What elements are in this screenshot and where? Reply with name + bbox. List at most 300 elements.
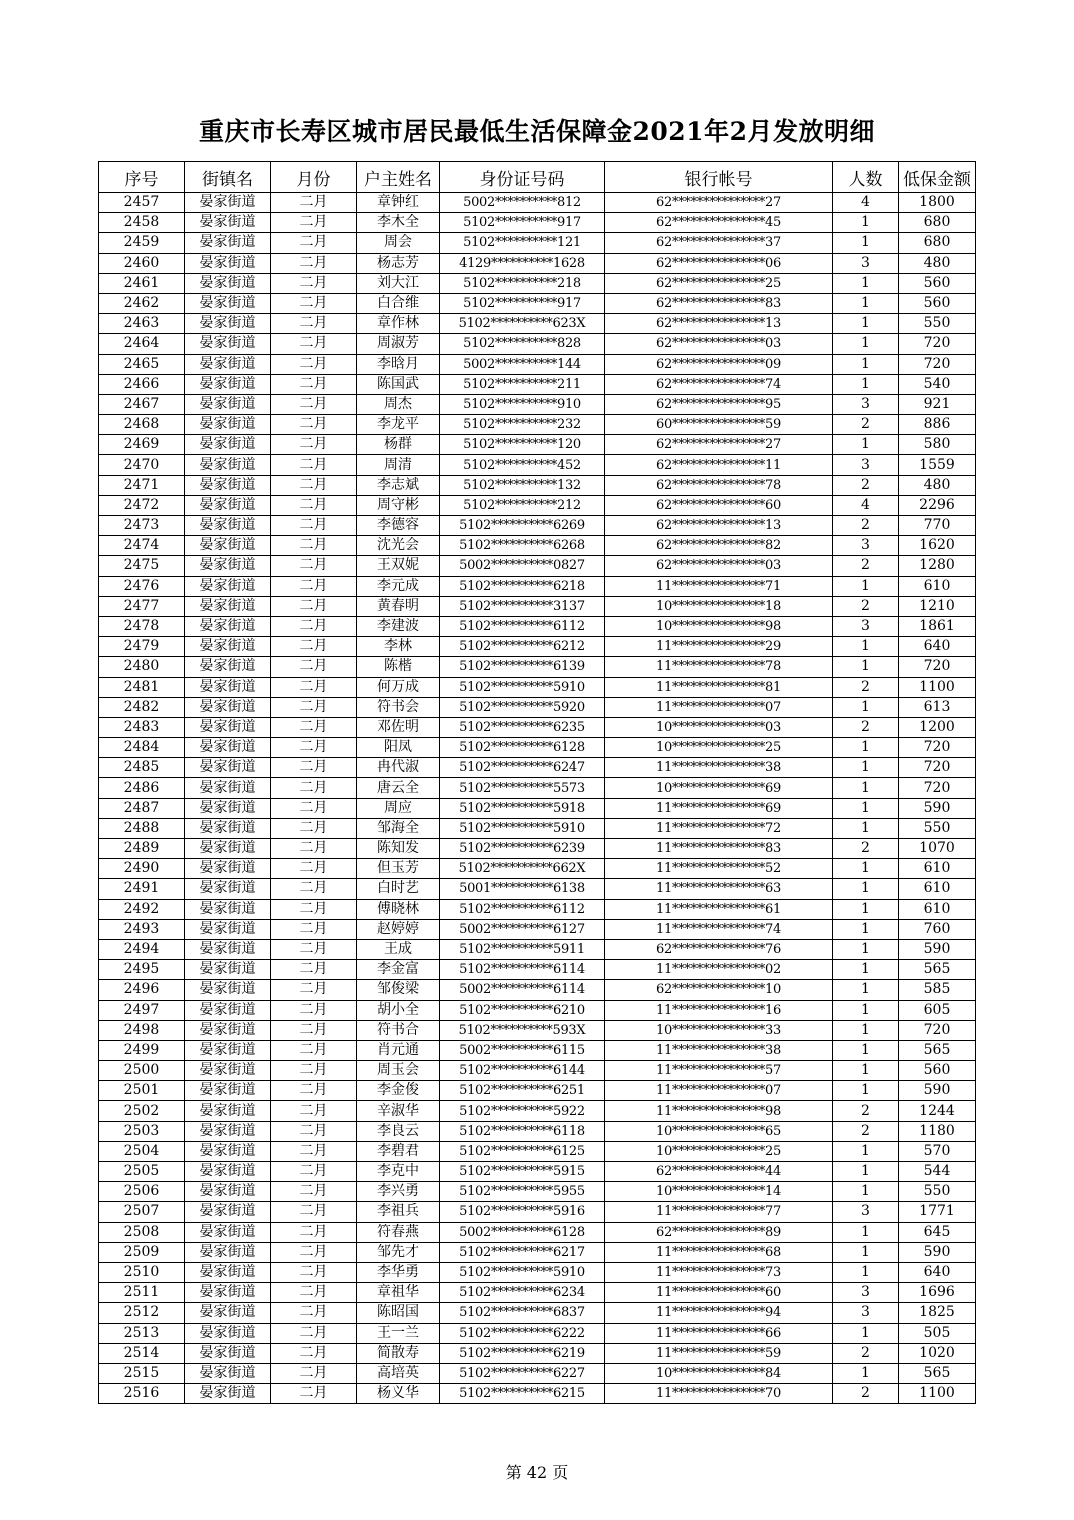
table-row [99,637,976,657]
street-cell: 晏家街道 [185,233,271,253]
table-row [99,1343,976,1363]
seq-cell: 2497 [99,1000,185,1020]
amount-cell: 550 [899,818,976,838]
street-cell: 晏家街道 [185,1162,271,1182]
seq-cell: 2509 [99,1242,185,1262]
seq-cell: 2482 [99,697,185,717]
seq-cell: 2479 [99,637,185,657]
month-cell: 二月 [271,536,357,556]
table-row [99,293,976,313]
month-cell: 二月 [271,394,357,414]
name-cell: 唐云全 [357,778,440,798]
account-cell: 11***************72 [605,818,833,838]
month-cell: 二月 [271,939,357,959]
amount-cell: 1825 [899,1303,976,1323]
id-cell: 5001**********6138 [440,879,605,899]
name-cell: 冉代淑 [357,758,440,778]
seq-cell: 2496 [99,980,185,1000]
account-cell: 11***************77 [605,1202,833,1222]
month-cell: 二月 [271,495,357,515]
people-cell: 1 [833,273,899,293]
people-cell: 1 [833,778,899,798]
id-cell: 5002**********6127 [440,919,605,939]
month-cell: 二月 [271,657,357,677]
table-row [99,818,976,838]
seq-cell: 2459 [99,233,185,253]
account-cell: 11***************83 [605,839,833,859]
account-cell: 62***************13 [605,516,833,536]
amount-cell: 1244 [899,1101,976,1121]
people-cell: 1 [833,293,899,313]
people-cell: 1 [833,980,899,1000]
month-cell: 二月 [271,435,357,455]
people-cell: 1 [833,1363,899,1383]
seq-cell: 2502 [99,1101,185,1121]
amount-cell: 640 [899,637,976,657]
account-cell: 10***************25 [605,1141,833,1161]
people-cell: 1 [833,354,899,374]
month-cell: 二月 [271,1020,357,1040]
account-cell: 11***************66 [605,1323,833,1343]
table-row [99,193,976,213]
people-cell: 2 [833,415,899,435]
header-bank-account: 银行帐号 [605,162,833,193]
street-cell: 晏家街道 [185,1343,271,1363]
people-cell: 3 [833,253,899,273]
name-cell: 李龙平 [357,415,440,435]
account-cell: 10***************03 [605,717,833,737]
seq-cell: 2462 [99,293,185,313]
account-cell: 62***************11 [605,455,833,475]
people-cell: 3 [833,536,899,556]
people-cell: 1 [833,576,899,596]
table-row [99,576,976,596]
name-cell: 邹先才 [357,1242,440,1262]
seq-cell: 2498 [99,1020,185,1040]
month-cell: 二月 [271,475,357,495]
street-cell: 晏家街道 [185,1384,271,1404]
name-cell: 周应 [357,798,440,818]
street-cell: 晏家街道 [185,1303,271,1323]
seq-cell: 2486 [99,778,185,798]
month-cell: 二月 [271,980,357,1000]
seq-cell: 2505 [99,1162,185,1182]
street-cell: 晏家街道 [185,596,271,616]
street-cell: 晏家街道 [185,778,271,798]
seq-cell: 2506 [99,1182,185,1202]
people-cell: 1 [833,697,899,717]
table-row [99,253,976,273]
seq-cell: 2495 [99,960,185,980]
street-cell: 晏家街道 [185,374,271,394]
id-cell: 5102**********6217 [440,1242,605,1262]
account-cell: 62***************83 [605,293,833,313]
street-cell: 晏家街道 [185,1363,271,1383]
people-cell: 2 [833,1384,899,1404]
table-row [99,1182,976,1202]
account-cell: 11***************38 [605,758,833,778]
seq-cell: 2494 [99,939,185,959]
people-cell: 1 [833,1081,899,1101]
street-cell: 晏家街道 [185,556,271,576]
street-cell: 晏家街道 [185,516,271,536]
table-row [99,1081,976,1101]
amount-cell: 590 [899,939,976,959]
id-cell: 5102**********6118 [440,1121,605,1141]
seq-cell: 2466 [99,374,185,394]
id-cell: 5102**********5920 [440,697,605,717]
people-cell: 2 [833,717,899,737]
table-row [99,415,976,435]
amount-cell: 610 [899,879,976,899]
month-cell: 二月 [271,1262,357,1282]
month-cell: 二月 [271,1081,357,1101]
name-cell: 周杰 [357,394,440,414]
name-cell: 李志斌 [357,475,440,495]
table-row [99,879,976,899]
name-cell: 周会 [357,233,440,253]
name-cell: 李祖兵 [357,1202,440,1222]
name-cell: 高培英 [357,1363,440,1383]
people-cell: 3 [833,1283,899,1303]
table-row [99,778,976,798]
table-row [99,657,976,677]
account-cell: 11***************60 [605,1283,833,1303]
amount-cell: 550 [899,314,976,334]
table-row [99,1101,976,1121]
people-cell: 1 [833,738,899,758]
id-cell: 5102**********3137 [440,596,605,616]
street-cell: 晏家街道 [185,960,271,980]
people-cell: 1 [833,939,899,959]
account-cell: 11***************81 [605,677,833,697]
name-cell: 李碧君 [357,1141,440,1161]
header-street: 街镇名 [185,162,271,193]
account-cell: 10***************33 [605,1020,833,1040]
amount-cell: 640 [899,1262,976,1282]
people-cell: 3 [833,455,899,475]
street-cell: 晏家街道 [185,919,271,939]
account-cell: 11***************98 [605,1101,833,1121]
id-cell: 5002**********812 [440,193,605,213]
people-cell: 2 [833,475,899,495]
id-cell: 5102**********5916 [440,1202,605,1222]
account-cell: 62***************03 [605,556,833,576]
amount-cell: 760 [899,919,976,939]
name-cell: 李林 [357,637,440,657]
id-cell: 5102**********218 [440,273,605,293]
table-row [99,1000,976,1020]
table-row [99,677,976,697]
street-cell: 晏家街道 [185,798,271,818]
street-cell: 晏家街道 [185,1000,271,1020]
account-cell: 62***************74 [605,374,833,394]
street-cell: 晏家街道 [185,1040,271,1060]
table-row [99,899,976,919]
id-cell: 5102**********5918 [440,798,605,818]
month-cell: 二月 [271,233,357,253]
seq-cell: 2493 [99,919,185,939]
amount-cell: 560 [899,1061,976,1081]
table-row [99,556,976,576]
seq-cell: 2489 [99,839,185,859]
people-cell: 1 [833,1323,899,1343]
name-cell: 符书合 [357,1020,440,1040]
seq-cell: 2468 [99,415,185,435]
street-cell: 晏家街道 [185,697,271,717]
header-id-number: 身份证号码 [440,162,605,193]
account-cell: 62***************76 [605,939,833,959]
header-householder: 户主姓名 [357,162,440,193]
id-cell: 5102**********6210 [440,1000,605,1020]
month-cell: 二月 [271,1182,357,1202]
month-cell: 二月 [271,193,357,213]
month-cell: 二月 [271,253,357,273]
id-cell: 5102**********6239 [440,839,605,859]
name-cell: 杨志芳 [357,253,440,273]
seq-cell: 2484 [99,738,185,758]
month-cell: 二月 [271,859,357,879]
id-cell: 5102**********6218 [440,576,605,596]
name-cell: 沈光会 [357,536,440,556]
name-cell: 李建波 [357,616,440,636]
amount-cell: 1620 [899,536,976,556]
seq-cell: 2508 [99,1222,185,1242]
street-cell: 晏家街道 [185,717,271,737]
table-row [99,758,976,778]
table-row [99,919,976,939]
name-cell: 邹海全 [357,818,440,838]
seq-cell: 2475 [99,556,185,576]
street-cell: 晏家街道 [185,394,271,414]
name-cell: 李元成 [357,576,440,596]
amount-cell: 565 [899,1363,976,1383]
month-cell: 二月 [271,1101,357,1121]
amount-cell: 1800 [899,193,976,213]
seq-cell: 2461 [99,273,185,293]
id-cell: 5102**********593X [440,1020,605,1040]
month-cell: 二月 [271,616,357,636]
table-row [99,839,976,859]
month-cell: 二月 [271,1141,357,1161]
table-row [99,475,976,495]
name-cell: 李晗月 [357,354,440,374]
amount-cell: 565 [899,1040,976,1060]
amount-cell: 2296 [899,495,976,515]
people-cell: 1 [833,1061,899,1081]
seq-cell: 2492 [99,899,185,919]
id-cell: 5102**********5573 [440,778,605,798]
header-amount: 低保金额 [899,162,976,193]
amount-cell: 886 [899,415,976,435]
amount-cell: 590 [899,1242,976,1262]
seq-cell: 2499 [99,1040,185,1060]
name-cell: 李木全 [357,213,440,233]
table-row [99,1303,976,1323]
account-cell: 11***************02 [605,960,833,980]
seq-cell: 2488 [99,818,185,838]
month-cell: 二月 [271,415,357,435]
id-cell: 5102**********6125 [440,1141,605,1161]
name-cell: 李金俊 [357,1081,440,1101]
seq-cell: 2458 [99,213,185,233]
account-cell: 11***************07 [605,697,833,717]
street-cell: 晏家街道 [185,879,271,899]
account-cell: 11***************63 [605,879,833,899]
seq-cell: 2472 [99,495,185,515]
table-row [99,1262,976,1282]
name-cell: 王双妮 [357,556,440,576]
id-cell: 5102**********6227 [440,1363,605,1383]
id-cell: 5102**********6251 [440,1081,605,1101]
name-cell: 王成 [357,939,440,959]
month-cell: 二月 [271,213,357,233]
table-row [99,1283,976,1303]
month-cell: 二月 [271,1000,357,1020]
street-cell: 晏家街道 [185,1202,271,1222]
street-cell: 晏家街道 [185,899,271,919]
month-cell: 二月 [271,556,357,576]
id-cell: 5102**********211 [440,374,605,394]
seq-cell: 2504 [99,1141,185,1161]
amount-cell: 480 [899,475,976,495]
seq-cell: 2511 [99,1283,185,1303]
month-cell: 二月 [271,879,357,899]
month-cell: 二月 [271,1222,357,1242]
amount-cell: 1100 [899,1384,976,1404]
month-cell: 二月 [271,314,357,334]
name-cell: 李兴勇 [357,1182,440,1202]
name-cell: 刘大江 [357,273,440,293]
account-cell: 11***************16 [605,1000,833,1020]
id-cell: 5102**********120 [440,435,605,455]
amount-cell: 480 [899,253,976,273]
month-cell: 二月 [271,1343,357,1363]
street-cell: 晏家街道 [185,334,271,354]
seq-cell: 2500 [99,1061,185,1081]
people-cell: 1 [833,637,899,657]
people-cell: 1 [833,818,899,838]
name-cell: 周守彬 [357,495,440,515]
account-cell: 10***************65 [605,1121,833,1141]
street-cell: 晏家街道 [185,1222,271,1242]
name-cell: 简散寿 [357,1343,440,1363]
name-cell: 符春燕 [357,1222,440,1242]
name-cell: 杨义华 [357,1384,440,1404]
month-cell: 二月 [271,1061,357,1081]
account-cell: 11***************68 [605,1242,833,1262]
month-cell: 二月 [271,334,357,354]
amount-cell: 580 [899,435,976,455]
street-cell: 晏家街道 [185,314,271,334]
month-cell: 二月 [271,738,357,758]
table-row [99,1162,976,1182]
id-cell: 5102**********910 [440,394,605,414]
id-cell: 5002**********6128 [440,1222,605,1242]
amount-cell: 590 [899,798,976,818]
seq-cell: 2473 [99,516,185,536]
table-row [99,798,976,818]
amount-cell: 585 [899,980,976,1000]
table-row [99,1121,976,1141]
account-cell: 11***************69 [605,798,833,818]
id-cell: 4129**********1628 [440,253,605,273]
account-cell: 62***************27 [605,193,833,213]
amount-cell: 1020 [899,1343,976,1363]
header-month: 月份 [271,162,357,193]
account-cell: 62***************37 [605,233,833,253]
month-cell: 二月 [271,354,357,374]
amount-cell: 720 [899,1020,976,1040]
name-cell: 陈楷 [357,657,440,677]
month-cell: 二月 [271,637,357,657]
seq-cell: 2507 [99,1202,185,1222]
account-cell: 62***************06 [605,253,833,273]
seq-cell: 2478 [99,616,185,636]
amount-cell: 1070 [899,839,976,859]
street-cell: 晏家街道 [185,980,271,1000]
table-row [99,455,976,475]
people-cell: 1 [833,919,899,939]
header-people: 人数 [833,162,899,193]
amount-cell: 560 [899,273,976,293]
people-cell: 3 [833,1202,899,1222]
month-cell: 二月 [271,374,357,394]
table-row [99,717,976,737]
people-cell: 1 [833,798,899,818]
street-cell: 晏家街道 [185,818,271,838]
street-cell: 晏家街道 [185,1020,271,1040]
month-cell: 二月 [271,677,357,697]
people-cell: 1 [833,859,899,879]
table-row [99,980,976,1000]
table-row [99,1202,976,1222]
street-cell: 晏家街道 [185,1182,271,1202]
account-cell: 62***************25 [605,273,833,293]
name-cell: 周清 [357,455,440,475]
amount-cell: 1100 [899,677,976,697]
street-cell: 晏家街道 [185,495,271,515]
amount-cell: 720 [899,354,976,374]
street-cell: 晏家街道 [185,1141,271,1161]
account-cell: 11***************71 [605,576,833,596]
name-cell: 黄春明 [357,596,440,616]
table-row [99,697,976,717]
amount-cell: 720 [899,334,976,354]
month-cell: 二月 [271,717,357,737]
table-row [99,354,976,374]
street-cell: 晏家街道 [185,1283,271,1303]
id-cell: 5102**********828 [440,334,605,354]
account-cell: 10***************69 [605,778,833,798]
account-cell: 11***************74 [605,919,833,939]
people-cell: 1 [833,657,899,677]
name-cell: 陈昭国 [357,1303,440,1323]
name-cell: 李良云 [357,1121,440,1141]
name-cell: 符书会 [357,697,440,717]
account-cell: 11***************29 [605,637,833,657]
amount-cell: 610 [899,859,976,879]
id-cell: 5102**********232 [440,415,605,435]
seq-cell: 2460 [99,253,185,273]
id-cell: 5102**********6235 [440,717,605,737]
page-number: 第 42 页 [505,1463,569,1482]
table-row [99,1141,976,1161]
street-cell: 晏家街道 [185,1262,271,1282]
name-cell: 胡小全 [357,1000,440,1020]
table-row [99,334,976,354]
people-cell: 2 [833,1121,899,1141]
